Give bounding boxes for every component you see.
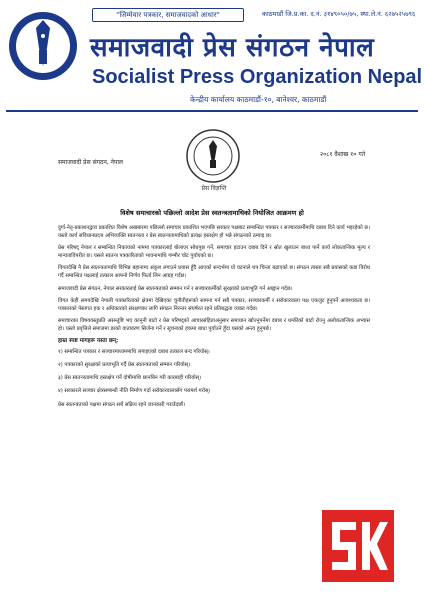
- document-body: [58, 224, 370, 413]
- body-paragraph: समाजवादी प्रेस संगठन, नेपाल सरकारलाई प्रेस स्वतन्त्रताको सम्मान गर्न र सञ्चारकर्मीको सुरक्षाको प्रत्याभूति गर्न आह्वान गर्दछ।: [58, 285, 293, 292]
- demands-list: [58, 348, 370, 395]
- release-date: २०८१ वैशाख १० गते: [320, 151, 366, 158]
- demand-item: २) पत्रकारको सुरक्षाको प्रत्याभूति गर्दै प्रेस स्वतन्त्रताको सम्मान गरियोस्।: [58, 362, 191, 369]
- body-paragraph: प्रेस परिषद् नेपाल र सम्बन्धित निकायको नाममा पत्रकारलाई बोलाएर सोधपुछ गर्ने, समाचार हटाउन दबाब दिने र स्रोत खुलाउन बाध्य पार्ने कार्य लोकतान्त्रिक मूल्य र मान्यताविपरीत छ। यसले स्वतन्त्र पत्रकारिताको भावनामाथि गम्भीर चोट पुर्याएको छ।: [58, 245, 370, 260]
- demand-item: ४) सरकारले सञ्चार क्षेत्रसम्बन्धी नीति निर्माण गर्दा सरोकारवालासँग परामर्श गरोस्।: [58, 388, 211, 395]
- organization-name-english: Socialist Press Organization Nepal: [92, 66, 423, 88]
- organization-name-nepali: समाजवादी प्रेस संगठन नेपाल: [90, 33, 375, 63]
- demand-item: ३) प्रेस स्वतन्त्रतामाथि हस्तक्षेप गर्ने दोषीमाथि छानबिन गरी कारबाही गरियोस्।: [58, 375, 202, 382]
- issuer-line: समाजवादी प्रेस संगठन, नेपाल: [58, 159, 123, 166]
- tagline: "जिम्मेवार पत्रकार, समाजवादको आधार": [92, 8, 244, 22]
- sk-watermark-logo-icon: [322, 510, 394, 582]
- office-address: केन्द्रीय कार्यालय काठमाडौं-१०, बानेश्वर, काठमाडौं: [190, 95, 327, 104]
- organization-logo-icon: [6, 6, 80, 104]
- demands-heading: हाम्रा स्पष्ट मागहरू यस्ता छन्:: [58, 338, 119, 345]
- stamp-label: प्रेस विज्ञप्ति: [201, 185, 227, 192]
- document-title: विशेष समाचारको पछिल्लो आदेश प्रेस स्वतन्त्रतामाथिको नियोजित आक्रमण हो: [120, 209, 304, 217]
- closing-line: प्रेस स्वतन्त्रताको पक्षमा संगठन सधैं सक्रिय रहने जानकारी गराउँदछौं।: [58, 401, 186, 408]
- body-paragraph: दुर्गा-नेतृ-प्रकाशनद्वारा प्रकाशित विशेष अखबारमा पछिल्लो समाचार प्रकाशित भएपछि सरकार पक्षबाट सम्बन्धित पत्रकार र सञ्चारकर्मीमाथि दबाब दिने कार्य भइरहेको छ। यस्तो कार्य संविधानप्रदत्त अभिव्यक्ति स्वतन्त्रता र प्रेस स्वतन्त्रतामाथिको प्रत्यक्ष हस्तक्षेप हो भन्ने संगठनको ठम्याइ छ।: [58, 225, 370, 240]
- body-paragraph: विगत केही समयदेखि नेपाली पत्रकारिताको क्षेत्रमा देखिएका चुनौतीहरूको सामना गर्न सबै पत्रकार, सञ्चारकर्मी र सरोकारवाला पक्ष एकजुट हुनुपर्ने आवश्यकता छ। पत्रकारको पेसागत हक र अधिकारको संरक्षणका लागि संगठन निरन्तर संघर्षरत रहने प्रतिबद्धता व्यक्त गर्दछ।: [58, 297, 370, 312]
- header-divider: [6, 110, 418, 112]
- demand-item: १) सम्बन्धित पत्रकार र सञ्चारमाध्यममाथि लगाइएको दबाब तत्काल बन्द गरियोस्।: [58, 349, 210, 356]
- letterhead: [0, 0, 424, 112]
- press-release-stamp-icon: [185, 128, 241, 184]
- body-paragraph: विगतदेखि नै प्रेस स्वतन्त्रतामाथि विभिन्न बहानामा अंकुश लगाउने प्रयास हुँदै आएको सन्दर्भमा यो घटनाले थप चिन्ता बढाएको छ। संगठन त्यस्ता सबै प्रयासको कडा विरोध गर्दै सम्बन्धित पक्षलाई तत्काल आफ्नो निर्णय फिर्ता लिन आग्रह गर्दछ।: [58, 265, 370, 280]
- registration-contact: काठमाडौं जि.प्र.का. द.नं. ३१४९०५०/७५, स्था.ले.नं. ६२७५२५७९६: [262, 10, 416, 18]
- body-paragraph: समाचारका विषयवस्तुप्रति असन्तुष्टि भए कानुनी बाटो र प्रेस परिषद्को आचारसंहिताअनुसार समाधान खोज्नुपर्नेमा दबाब र धम्कीको बाटो रोज्नु अलोकतान्त्रिक अभ्यास हो। यस्तो प्रवृत्तिले समाजमा डरको वातावरण सिर्जना गर्ने र सूचनाको हकमा बाधा पुर्याउने हुँदा यसको अन्त्य हुनुपर्छ।: [58, 317, 370, 332]
